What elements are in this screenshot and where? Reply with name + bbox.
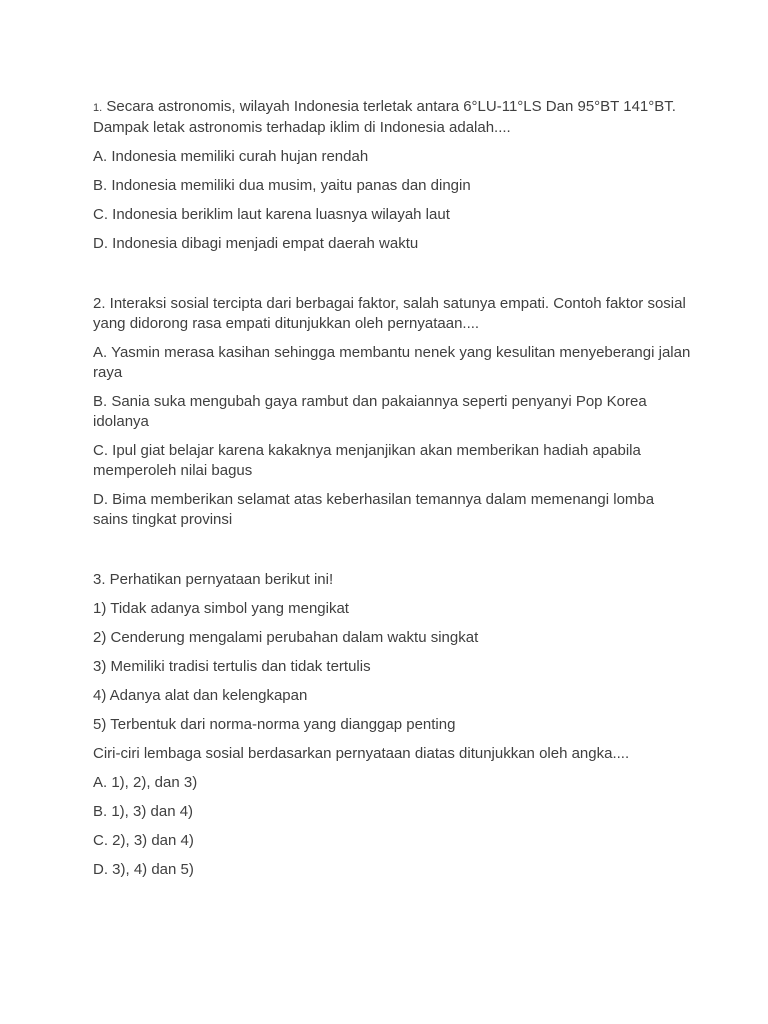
answer-option-d: D. Bima memberikan selamat atas keberhasilan temannya dalam memenangi lomba sains tingkat provinsi [93, 491, 655, 528]
answer-option-b: B. 1), 3) dan 4) [93, 803, 194, 820]
question-1 [93, 97, 693, 254]
answer-option-b: B. Indonesia memiliki dua musim, yaitu panas dan dingin [93, 177, 471, 194]
question-stem: 3. Perhatikan pernyataan berikut ini! [93, 571, 334, 588]
question-stem [93, 97, 693, 138]
question-prompt: Ciri-ciri lembaga sosial berdasarkan pernyataan diatas ditunjukkan oleh angka.... [93, 745, 630, 762]
statement-2: 2) Cenderung mengalami perubahan dalam waktu singkat [93, 629, 479, 646]
answer-option-a: A. Indonesia memiliki curah hujan rendah [93, 148, 369, 165]
answer-option-c: C. Ipul giat belajar karena kakaknya menjanjikan akan memberikan hadiah apabila memperoleh nilai bagus [93, 442, 641, 479]
answer-option-c: C. 2), 3) dan 4) [93, 832, 194, 849]
statement-5: 5) Terbentuk dari norma-norma yang dianggap penting [93, 716, 456, 733]
answer-option-b: B. Sania suka mengubah gaya rambut dan pakaiannya seperti penyanyi Pop Korea idolanya [93, 393, 647, 430]
statement-3: 3) Memiliki tradisi tertulis dan tidak tertulis [93, 658, 371, 675]
answer-option-a: A. Yasmin merasa kasihan sehingga membantu nenek yang kesulitan menyeberangi jalan raya [93, 344, 691, 381]
answer-option-d: D. Indonesia dibagi menjadi empat daerah waktu [93, 235, 419, 252]
statement-1: 1) Tidak adanya simbol yang mengikat [93, 600, 349, 617]
question-stem: 2. Interaksi sosial tercipta dari berbagai faktor, salah satunya empati. Contoh faktor sosial yang didorong rasa empati ditunjukkan oleh pernyataan.... [93, 295, 686, 332]
answer-option-d: D. 3), 4) dan 5) [93, 861, 194, 878]
answer-option-c: C. Indonesia beriklim laut karena luasnya wilayah laut [93, 206, 450, 223]
answer-option-a: A. 1), 2), dan 3) [93, 774, 198, 791]
statement-4: 4) Adanya alat dan kelengkapan [93, 687, 308, 704]
question-text: Secara astronomis, wilayah Indonesia terletak antara 6°LU-11°LS Dan 95°BT 141°BT. Dampak letak astronomis terhadap iklim di Indonesia adalah.... [93, 98, 676, 136]
question-3 [93, 570, 693, 880]
question-number: 1. [93, 102, 103, 114]
document-page [93, 97, 693, 920]
question-2 [93, 294, 693, 530]
